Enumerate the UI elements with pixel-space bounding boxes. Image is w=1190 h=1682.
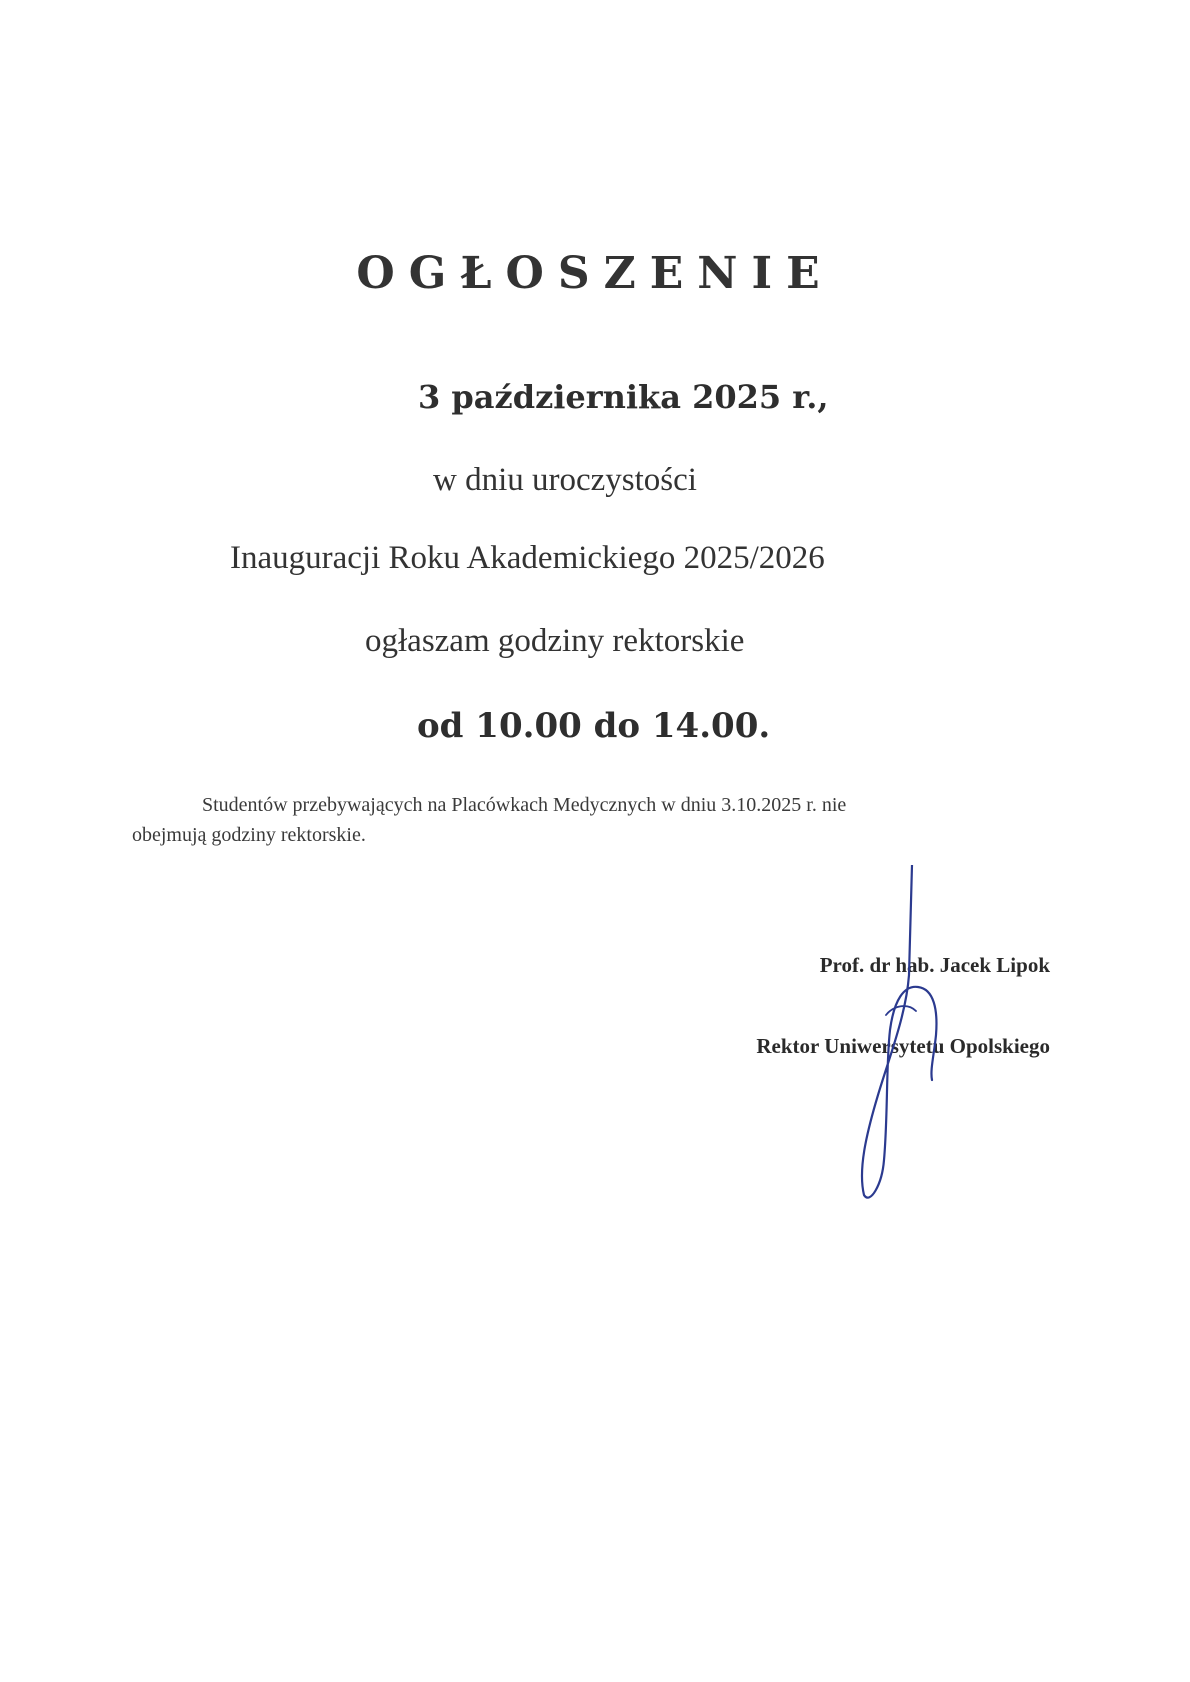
- signatory-name: Prof. dr hab. Jacek Lipok: [819, 953, 1050, 977]
- student-note-line-2: obejmują godziny rektorskie.: [132, 824, 366, 846]
- signature-stroke: [862, 865, 937, 1198]
- announcement-line: ogłaszam godziny rektorskie: [365, 623, 745, 659]
- ceremony-line: w dniu uroczystości: [433, 462, 697, 498]
- student-note: [132, 790, 1032, 850]
- signature-stroke-2: [886, 1006, 916, 1015]
- student-note-line-1: Studentów przebywających na Placówkach Medycznych w dniu 3.10.2025 r. nie: [202, 794, 847, 816]
- hours-line: od 10.00 do 14.00.: [417, 706, 771, 746]
- document-heading: OGŁOSZENIE: [356, 248, 834, 299]
- signatory-title: Rektor Uniwersytetu Opolskiego: [756, 1034, 1050, 1058]
- inauguration-line: Inauguracji Roku Akademickiego 2025/2026: [230, 540, 825, 576]
- date-line: 3 października 2025 r.,: [418, 378, 829, 416]
